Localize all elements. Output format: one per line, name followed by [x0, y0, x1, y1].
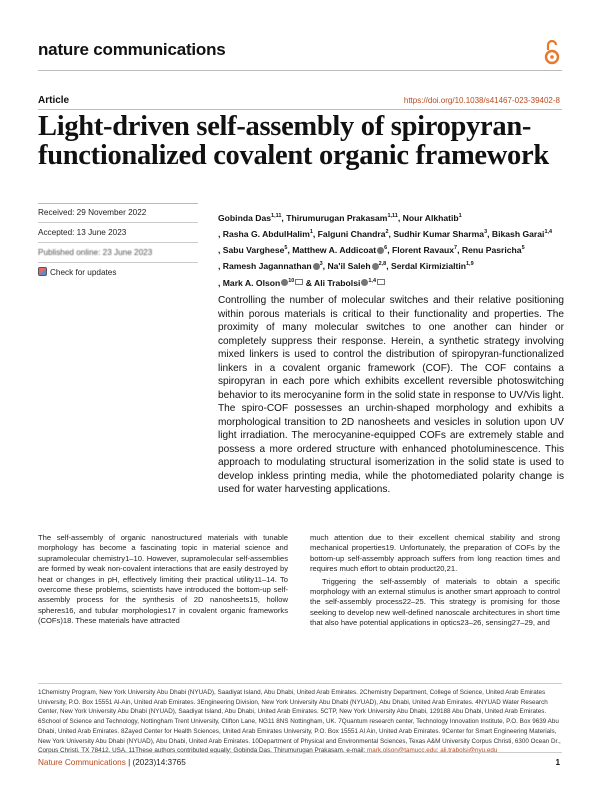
author-name[interactable]: & Ali Trabolsi: [303, 277, 361, 288]
title-divider: [38, 109, 562, 110]
body-column-left: [38, 533, 288, 627]
dates-divider: [38, 203, 198, 204]
footnote-divider: [38, 683, 562, 684]
affiliations: [38, 688, 562, 756]
header-divider: [38, 70, 562, 71]
check-updates-button[interactable]: [38, 267, 116, 277]
email-icon[interactable]: [377, 279, 385, 285]
author-name[interactable]: , Matthew A. Addicoat: [287, 245, 377, 256]
orcid-icon[interactable]: [372, 263, 379, 270]
journal-name: nature communications: [38, 40, 226, 59]
author-name[interactable]: , Renu Pasricha: [457, 245, 522, 256]
body-paragraph: The self-assembly of organic nanostructured materials with tunable morphology has become a fascinating topic in material science and supramolecular chemistry1–10. However, supramolecular self-assemblies are formed by weak non-covalent interactions that are easily destroyed by heat or changes in pH, effectively limiting their practical utility11–14. To overcome these problems, scientists have introduced the bottom-up self-assembly process for the synthesis of 2D nanosheets15, hollow spheres16, and tubular morphologies17 in covalent organic frameworks (COFs)18. These materials have attracted: [38, 533, 288, 626]
email-links[interactable]: mark.olson@tamucc.edu; ali.trabolsi@nyu.edu: [367, 747, 498, 755]
author-name[interactable]: , Sabu Varghese: [218, 245, 285, 256]
accepted-date: Accepted: 13 June 2023: [38, 228, 127, 237]
author-name[interactable]: , Rasha G. AbdulHalim: [218, 229, 310, 240]
check-updates-icon: [38, 267, 47, 276]
open-access-icon: [544, 38, 560, 66]
check-updates-label: Check for updates: [50, 268, 117, 277]
author-name[interactable]: , Falguni Chandra: [312, 229, 386, 240]
orcid-icon[interactable]: [313, 263, 320, 270]
author-name[interactable]: , Serdal Kirmizialtin: [386, 261, 466, 272]
article-type: Article: [38, 95, 70, 106]
date-separator: [38, 242, 198, 243]
author-name[interactable]: , Na'il Saleh: [322, 261, 371, 272]
footer-divider: [38, 752, 562, 753]
footer-citation: [38, 758, 186, 767]
author-name[interactable]: Gobinda Das: [218, 212, 272, 223]
body-paragraph: Triggering the self-assembly of materials to obtain a specific morphology with an external stimulus is another smart approach to control the self-assembly process22–25. This strategy is promising for those seeking to develop new well-defined nanoscale architectures in short time that also have potential applications in optics23–26, sensing27–29, and: [310, 576, 560, 628]
author-name[interactable]: , Bikash Garai: [487, 229, 545, 240]
author-list: Gobinda Das$^{1,11}$, Thirumurugan Prakasam$^{1,11}$, Nour Alkhatib$^1$ , Rasha G. AbdulHalim$^1$, Falguni Chandra$^2$, Sudhir Kumar Sharma$^3$, Bikash Garai$^{1,4}$ , Sabu Varghese$^5$, Matthew A. Addicoat $^6$, Florent Ravaux$^7$, Renu Pasricha$^5$ , Ramesh Jagannathan $^3$, Na'il Saleh $^{2,8}$, Serdal Kirmizialtin$^{1,9}$ , Mark A. Olson $^{10}$ & Ali Trabolsi $^{1,4}$: [218, 212, 553, 288]
author-name[interactable]: , Sudhir Kumar Sharma: [388, 229, 485, 240]
published-date: Published online: 23 June 2023: [38, 248, 153, 257]
received-date: Received: 29 November 2022: [38, 208, 147, 217]
email-label: e-mail:: [344, 747, 368, 755]
abstract: Controlling the number of molecular switches and their relative positioning within porous materials is critical to their functionality and properties. The proximity of many molecular switches to one another can hinder or completely suppress their response. Herein, a synthetic strategy involving mixed linkers is used to control the distribution of spiropyran-functionalized linkers in a covalent organic framework (COF). The COF contains a spiropyran in each pore which exhibits excellent reversible photoswitching behavior to its merocyanine form in the solid state in response to UV/Vis light. The spiro-COF possesses an urchin-shaped morphology and exhibits a morphological transition to 2D nanosheets and vesicles in solution upon UV light irradiation. The merocyanine-equipped COFs are extremely stable and possess a more ordered structure with enhanced photoluminescence. This approach to modulating structural isomerization in the solid state is used to develop inkless printing media, while the photomediated polarity change is used for water harvesting applications.: [218, 295, 564, 495]
author-name[interactable]: , Ramesh Jagannathan: [218, 261, 312, 272]
author-name[interactable]: , Mark A. Olson: [218, 277, 281, 288]
footer-journal[interactable]: Nature Communications: [38, 758, 126, 767]
body-column-right: [310, 533, 560, 629]
page-number: 1: [555, 758, 560, 767]
affiliations-text: 1Chemistry Program, New York University Abu Dhabi (NYUAD), Saadiyat Island, Abu Dhabi, United Arab Emirates. 2Chemistry Department, College of Science, United Arab Emirates University, P.O. Box 15551 Al-Ain, United Arab Emirates. 3Engineering Division, New York University Abu Dhabi (NYUAD), Abu Dhabi, United Arab Emirates. 4NYUAD Water Research Center, New York University Abu Dhabi (NYUAD), Saadiyat Island, Abu Dhabi, United Arab Emirates. 5CTP, New York University Abu Dhabi, 129188 Abu Dhabi, United Arab Emirates. 6School of Science and Technology, Nottingham Trent University, Clifton Lane, NG11 8NS Nottingham, UK. 7Quantum research center, Technology Innovation Institute, P.O. Box 9639 Abu Dhabi, United Arab Emirates. 8Zayed Center for Health Sciences, United Arab Emirates University, P.O. Box 15551 Al Ain, United Arab Emirates. 9Center for Smart Engineering Materials, New York University Abu Dhabi (NYUAD), Abu Dhabi, United Arab Emirates. 10Department of Physical and Environmental Sciences, Texas A&M University Corpus Christi, 6300 Ocean Dr., Corpus Christi, TX 78412, USA. 11These authors contributed equally: Gobinda Das, Thirumurugan Prakasam.: [38, 689, 561, 755]
footer-volume: | (2023)14:3765: [125, 758, 186, 767]
date-separator: [38, 222, 198, 223]
date-separator: [38, 262, 198, 263]
author-name[interactable]: , Nour Alkhatib: [397, 212, 459, 223]
doi-link[interactable]: https://doi.org/10.1038/s41467-023-39402-8: [403, 96, 560, 105]
author-name[interactable]: , Thirumurugan Prakasam: [281, 212, 388, 223]
body-paragraph: much attention due to their excellent chemical stability and strong mechanical properties19. Unfortunately, the preparation of COFs by the bottom-up self-assembly approach suffers from long reaction times and requires much effort to obtain product20,21.: [310, 533, 560, 574]
author-name[interactable]: , Florent Ravaux: [387, 245, 455, 256]
article-title: Light-driven self-assembly of spiropyran-functionalized covalent organic framework: [38, 111, 549, 171]
